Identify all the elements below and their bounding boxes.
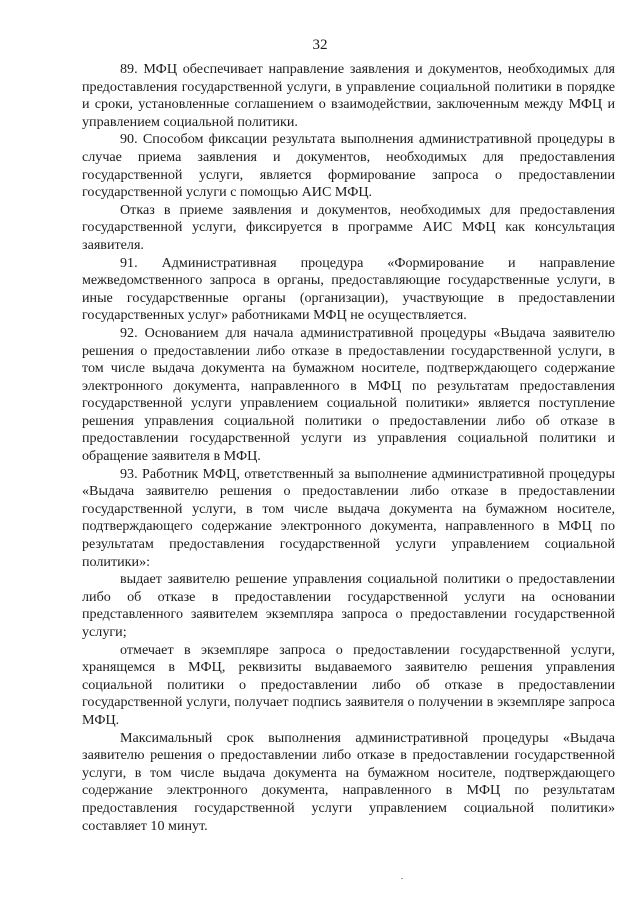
paragraph-refusal-note: Отказ в приеме заявления и документов, необходимых для предоставления государственной услуги, фиксируется в программе АИС МФЦ как консультация заявителя. bbox=[82, 201, 615, 253]
paragraph-93-record-details: отмечает в экземпляре запроса о предоставлении государственной услуги, хранящемся в МФЦ, реквизиты выдаваемого заявителю решения управления социальной политики о предоставлении либо об отказе в предоставлении государственной услуги, получает подпись заявителя о получении в экземпляре запроса МФЦ. bbox=[82, 641, 615, 728]
paragraph-93-issue-decision: выдает заявителю решение управления социальной политики о предоставлении либо об отказе в предоставлении государственной услуги на основании представленного заявителем экземпляра запроса о предоставлении государственной услуги; bbox=[82, 571, 615, 640]
paragraph-90: 90. Способом фиксации результата выполнения административной процедуры в случае приема заявления и документов, необходимых для предоставления государственной услуги, является формирование запроса о предоставлении государственной услуги с помощью АИС МФЦ. bbox=[82, 131, 615, 201]
document-body bbox=[82, 61, 615, 835]
page-number: 32 bbox=[312, 37, 328, 53]
paragraph-93: 93. Работник МФЦ, ответственный за выполнение административной процедуры «Выдача заявителю решения о предоставлении либо отказе в предоставлении государственной услуги, в том числе выдача документа на бумажном носителе, подтверждающего содержание электронного документа, направленного в МФЦ по результатам предоставления государственной услуги управлением социальной политики»: bbox=[82, 465, 615, 570]
paragraph-89: 89. МФЦ обеспечивает направление заявления и документов, необходимых для предоставления государственной услуги, в управление социальной политики в порядке и сроки, установленные соглашением о взаимодействии, заключенным между МФЦ и управлением социальной политики. bbox=[82, 61, 615, 130]
paragraph-92: 92. Основанием для начала административной процедуры «Выдача заявителю решения о предоставлении либо отказе в предоставлении государственной услуги, в том числе выдача документа на бумажном носителе, подтверждающего содержание электронного документа, направленного в МФЦ по результатам предоставления государственной услуги управлением социальной политики» является поступление решения управления социальной политики о предоставлении либо об отказе в предоставлении государственной услуги из управления социальной политики и обращение заявителя в МФЦ. bbox=[82, 324, 615, 465]
paragraph-91: 91. Административная процедура «Формирование и направление межведомственного запроса в органы, предоставляющие государственные услуги, в иные государственные органы (организации), участвующие в предоставлении государственных услуг» работниками МФЦ не осуществляется. bbox=[82, 254, 615, 324]
paragraph-max-duration: Максимальный срок выполнения административной процедуры «Выдача заявителю решения о предоставлении либо отказе в предоставлении государственной услуги, в том числе выдача документа на бумажном носителе, подтверждающего содержание электронного документа, направленного в МФЦ по результатам предоставления государственной услуги управлением социальной политики» составляет 10 минут. bbox=[82, 729, 615, 834]
scan-artifact bbox=[401, 878, 403, 879]
